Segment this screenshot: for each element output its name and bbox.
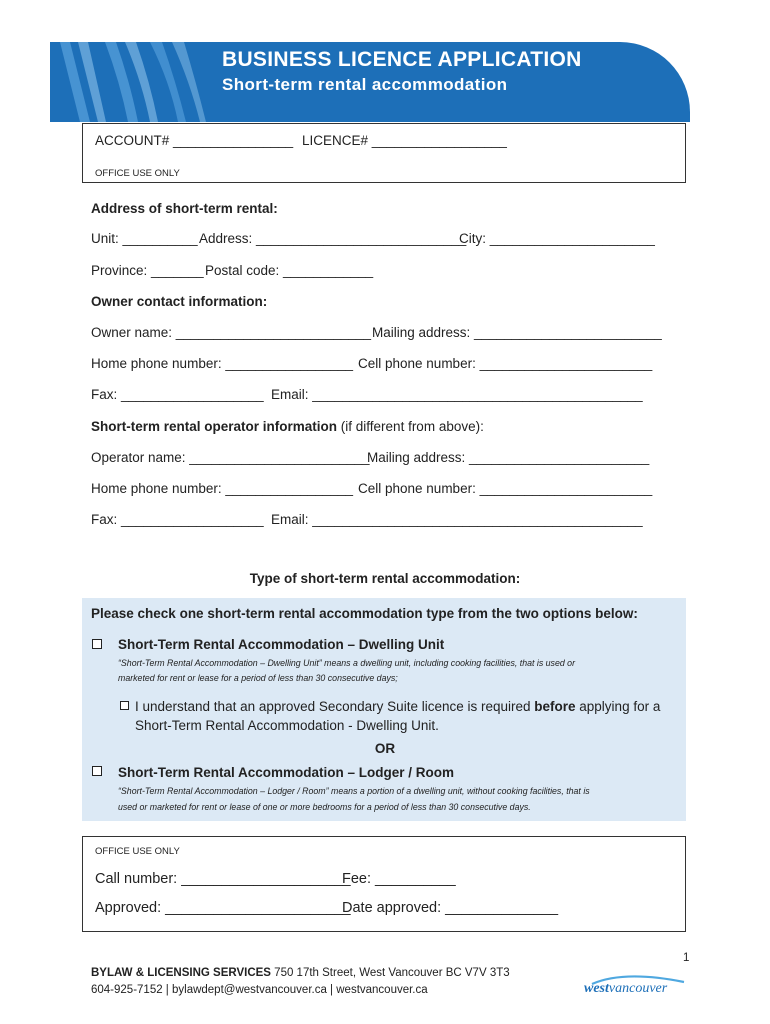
type-heading: Type of short-term rental accommodation: <box>249 571 521 586</box>
secondary-suite-acknowledge-text: I understand that an approved Secondary Suite licence is required before applying for a <box>135 699 661 714</box>
page-title: BUSINESS LICENCE APPLICATION <box>222 48 582 71</box>
operator-home-phone-field[interactable]: Home phone number: _________________ <box>91 481 353 496</box>
operator-heading: Short-term rental operator information (if different from above): <box>91 419 484 434</box>
dwelling-unit-checkbox[interactable] <box>92 639 102 649</box>
postal-code-field[interactable]: Postal code: ____________ <box>205 263 374 278</box>
address-field[interactable]: Address: ____________________________ <box>199 231 467 246</box>
operator-mailing-address-field[interactable]: Mailing address: ________________________ <box>367 450 650 465</box>
date-approved-field[interactable]: Date approved: ______________ <box>342 900 559 916</box>
type-instruction: Please check one short-term rental accommodation type from the two options below: <box>91 606 638 621</box>
operator-cell-phone-field[interactable]: Cell phone number: _______________________ <box>358 481 653 496</box>
owner-email-field[interactable]: Email: ____________________________________________ <box>271 387 643 402</box>
west-vancouver-logo: westvancouver <box>584 972 688 1002</box>
owner-home-phone-field[interactable]: Home phone number: _________________ <box>91 356 353 371</box>
approved-field[interactable]: Approved: _______________________ <box>95 900 351 916</box>
footer-address: BYLAW & LICENSING SERVICES 750 17th Street, West Vancouver BC V7V 3T3 <box>91 967 510 979</box>
licence-field[interactable]: LICENCE# __________________ <box>302 133 507 148</box>
dwelling-unit-definition-1: “Short-Term Rental Accommodation – Dwelling Unit” means a dwelling unit, including cooking facilities, that is used or <box>118 658 575 668</box>
operator-name-field[interactable]: Operator name: ________________________ <box>91 450 370 465</box>
page-subtitle: Short-term rental accommodation <box>222 75 508 94</box>
unit-field[interactable]: Unit: __________ <box>91 231 198 246</box>
fee-field[interactable]: Fee: __________ <box>342 871 456 887</box>
operator-fax-field[interactable]: Fax: ___________________ <box>91 512 264 527</box>
owner-heading: Owner contact information: <box>91 294 268 309</box>
city-field[interactable]: City: ______________________ <box>459 231 655 246</box>
owner-name-field[interactable]: Owner name: __________________________ <box>91 325 371 340</box>
call-number-field[interactable]: Call number: _____________________ <box>95 871 351 887</box>
owner-cell-phone-field[interactable]: Cell phone number: _______________________ <box>358 356 653 371</box>
owner-fax-field[interactable]: Fax: ___________________ <box>91 387 264 402</box>
dwelling-unit-definition-2: marketed for rent or lease for a period of less than 30 consecutive days; <box>118 673 398 683</box>
owner-mailing-address-field[interactable]: Mailing address: _________________________ <box>372 325 662 340</box>
west-vancouver-wave-logo <box>50 42 210 122</box>
dwelling-unit-label: Short-Term Rental Accommodation – Dwelling Unit <box>118 637 445 652</box>
address-heading: Address of short-term rental: <box>91 201 278 216</box>
province-field[interactable]: Province: _______ <box>91 263 204 278</box>
operator-email-field[interactable]: Email: ____________________________________________ <box>271 512 643 527</box>
lodger-room-definition-2: used or marketed for rent or lease of one or more bedrooms for a period of less than 30 consecutive days. <box>118 802 531 812</box>
secondary-suite-acknowledge-checkbox[interactable] <box>120 701 129 710</box>
or-separator: OR <box>374 741 396 756</box>
office-use-label: OFFICE USE ONLY <box>95 168 180 179</box>
footer-contact: 604-925-7152 | bylawdept@westvancouver.ca | westvancouver.ca <box>91 984 428 996</box>
lodger-room-label: Short-Term Rental Accommodation – Lodger / Room <box>118 765 455 780</box>
page-number: 1 <box>683 952 690 964</box>
secondary-suite-acknowledge-text-2: Short-Term Rental Accommodation - Dwelling Unit. <box>135 718 439 733</box>
office-use-label-bottom: OFFICE USE ONLY <box>95 846 180 857</box>
account-field[interactable]: ACCOUNT# ________________ <box>95 133 294 148</box>
lodger-room-definition-1: “Short-Term Rental Accommodation – Lodger / Room” means a portion of a dwelling unit, without cooking facilities, that is <box>118 786 590 796</box>
lodger-room-checkbox[interactable] <box>92 766 102 776</box>
